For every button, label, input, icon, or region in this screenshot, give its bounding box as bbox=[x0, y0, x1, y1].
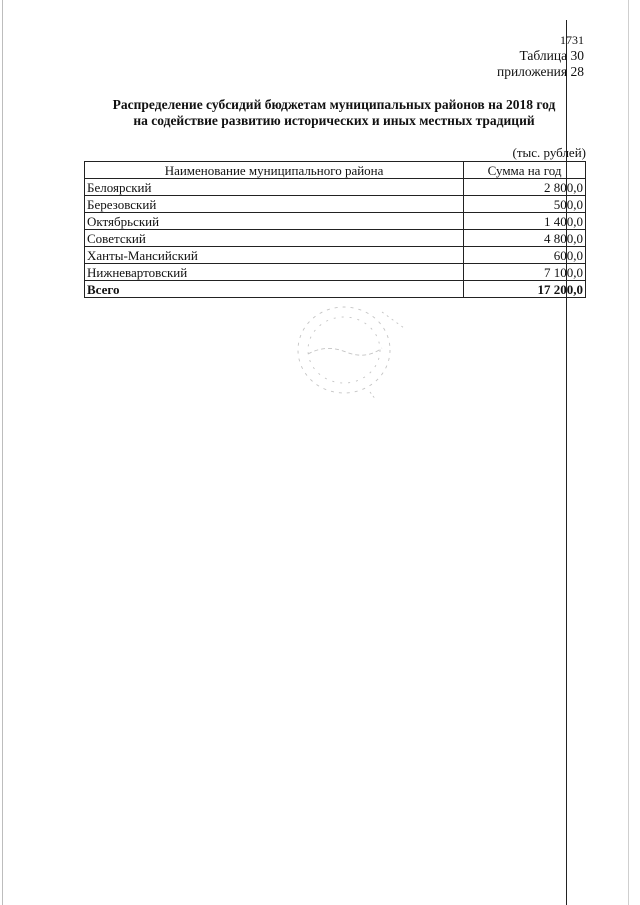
page-number: 1731 bbox=[560, 33, 584, 47]
total-label: Всего bbox=[85, 281, 464, 298]
district-name: Белоярский bbox=[85, 179, 464, 196]
district-amount: 1 400,0 bbox=[464, 213, 586, 230]
table-row bbox=[85, 213, 586, 230]
district-name: Советский bbox=[85, 230, 464, 247]
table-row bbox=[85, 264, 586, 281]
table-row bbox=[85, 179, 586, 196]
table-reference bbox=[497, 48, 584, 80]
table-row bbox=[85, 230, 586, 247]
district-amount: 500,0 bbox=[464, 196, 586, 213]
district-amount: 7 100,0 bbox=[464, 264, 586, 281]
district-amount: 4 800,0 bbox=[464, 230, 586, 247]
table-number: Таблица 30 bbox=[519, 48, 584, 63]
scan-left-edge bbox=[2, 0, 3, 905]
district-amount: 600,0 bbox=[464, 247, 586, 264]
header-annual-amount: Сумма на год bbox=[464, 162, 586, 179]
unit-note: (тыс. рублей) bbox=[512, 145, 586, 160]
table-row bbox=[85, 196, 586, 213]
faded-stamp-icon bbox=[286, 292, 410, 402]
district-name: Березовский bbox=[85, 196, 464, 213]
district-name: Ханты-Мансийский bbox=[85, 247, 464, 264]
table-header-row bbox=[85, 162, 586, 179]
scan-right-edge bbox=[628, 0, 629, 905]
document-title bbox=[84, 97, 584, 129]
total-amount: 17 200,0 bbox=[464, 281, 586, 298]
table-row bbox=[85, 247, 586, 264]
district-amount: 2 800,0 bbox=[464, 179, 586, 196]
title-line-2: на содействие развитию исторических и иных местных традиций bbox=[133, 113, 535, 128]
district-name: Октябрьский bbox=[85, 213, 464, 230]
subsidy-table bbox=[84, 161, 586, 298]
header-district-name: Наименование муниципального района bbox=[85, 162, 464, 179]
district-name: Нижневартовский bbox=[85, 264, 464, 281]
title-line-1: Распределение субсидий бюджетам муниципальных районов на 2018 год bbox=[112, 97, 556, 112]
appendix-number: приложения 28 bbox=[496, 64, 584, 79]
